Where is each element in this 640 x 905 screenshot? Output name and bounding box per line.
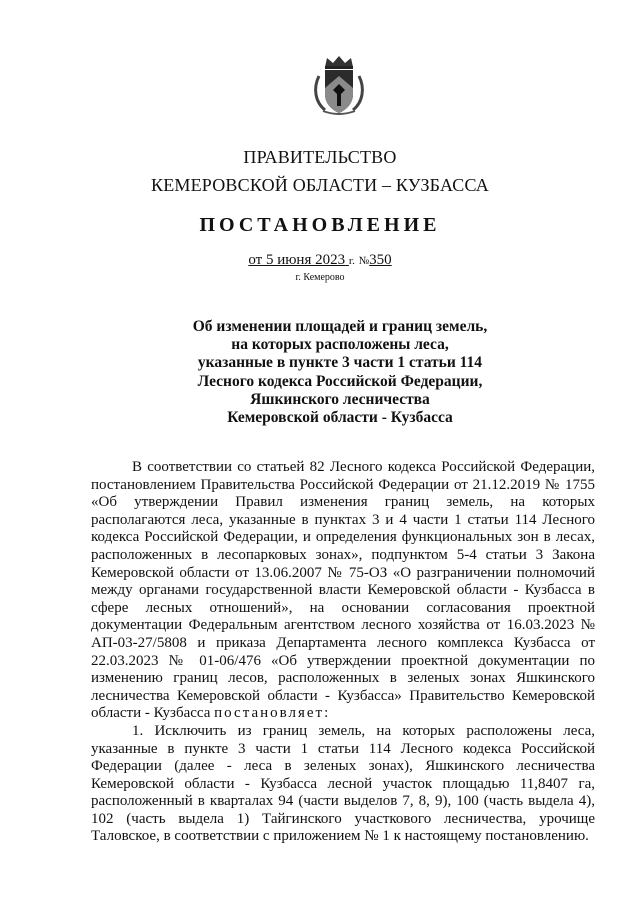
subject-line: на которых расположены леса, bbox=[231, 336, 449, 354]
document-type-title: ПОСТАНОВЛЕНИЕ bbox=[199, 214, 441, 236]
decree-number: 350 bbox=[369, 252, 392, 268]
government-name-line2: КЕМЕРОВСКОЙ ОБЛАСТИ – КУЗБАССА bbox=[151, 175, 489, 195]
subject-line: Об изменении площадей и границ земель, bbox=[192, 318, 488, 335]
decree-body bbox=[91, 459, 595, 846]
decree-date: 5 июня 2023 bbox=[265, 252, 346, 268]
resolves-word: постановляет bbox=[214, 705, 325, 722]
subject-line: Кемеровской области - Кузбасса bbox=[227, 409, 453, 427]
subject-line: Лесного кодекса Российской Федерации, bbox=[197, 372, 483, 390]
subject-line: указанные в пункте 3 части 1 статьи 114 bbox=[197, 354, 483, 372]
preamble-paragraph bbox=[91, 459, 595, 723]
item-1-paragraph: 1. Исключить из границ земель, на которых расположены леса, указанные в пункте 3 части 1 статьи 114 Лесного кодекса Российской Федерации (далее - леса в зеленых зонах), Яшкинского лесничества Кемеровской области - Кузбасса лесной участок площадью 11,8407 га, расположенный в кварталах 94 (части выделов 7, 8, 9), 100 (часть выдела 4), 102 (часть выдела 1) Тайгинского участкового лесничества, урочище Таловское, в соответствии с приложением № 1 к настоящему постановлению. bbox=[91, 722, 595, 845]
city-name: г. Кемерово bbox=[295, 272, 345, 283]
coat-of-arms-emblem bbox=[311, 54, 367, 116]
number-sign: № bbox=[358, 255, 370, 267]
subject-line: Яшкинского лесничества bbox=[250, 390, 430, 408]
decree-subject bbox=[0, 318, 640, 427]
government-name-line1: ПРАВИТЕЛЬСТВО bbox=[243, 147, 397, 167]
resolves-colon: : bbox=[324, 705, 329, 722]
date-prefix: от bbox=[248, 252, 263, 268]
year-suffix: г. bbox=[348, 255, 355, 267]
decree-date-number bbox=[0, 252, 640, 269]
preamble-text: В соответствии со статьей 82 Лесного кодекса Российской Федерации, постановлением Правительства Российской Федерации от 21.12.2019 № 1755 «Об утверждении Правил изменения границ земель, на которых располагаются леса, указанные в пунктах 3 и 4 части 1 статьи 114 Лесного кодекса Российской Федерации, и определения функциональных зон в лесах, расположенных в лесопарковых зонах», подпунктом 5-4 статьи 3 Закона Кемеровской области от 13.06.2007 № 75-ОЗ «О разграничении полномочий между органами государственной власти Кемеровской области - Кузбасса в сфере лесных отношений», на основании согласования проектной документации Федеральным агентством лесного хозяйства от 16.03.2023 № АП-03-27/5808 и приказа Департамента лесного комплекса Кузбасса от 22.03.2023 № 01-06/476 «Об утверждении проектной документации по изменению границ лесов, расположенных в зеленых зонах Яшкинского лесничества Кемеровской области - Кузбасса» Правительство Кемеровской области - Кузбасса bbox=[91, 459, 595, 722]
